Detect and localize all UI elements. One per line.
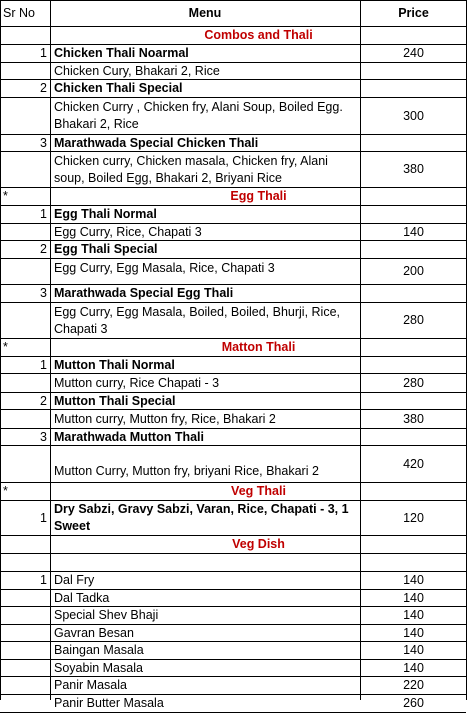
row-price: 420 [403,456,424,471]
section-title: Veg Dish [232,537,285,551]
section-title: Veg Thali [231,484,286,498]
menu-item-title: Egg Thali Normal [54,207,157,221]
row-sr [0,259,50,284]
row-sr: 2 [40,393,47,408]
row-sr: 2 [40,81,47,95]
row-sr [0,554,50,571]
menu-row [0,625,466,642]
row-price: 260 [403,696,424,710]
row-price [361,241,466,258]
row-price [361,80,466,97]
row-price: 140 [403,643,424,657]
menu-row [0,501,466,536]
row-price: 240 [403,46,424,60]
row-price: 140 [403,590,424,605]
menu-row [0,98,466,135]
row-sr [0,303,50,338]
row-sr: 3 [40,135,47,150]
row-sr: 2 [40,242,47,256]
section-row [0,27,466,45]
row-sr: 3 [40,286,47,300]
menu-row [0,393,466,410]
row-price [361,554,466,571]
menu-row [0,572,466,590]
menu-item-desc: Egg Curry, Rice, Chapati 3 [54,224,202,239]
menu-row [0,224,466,241]
row-price: 300 [403,108,424,123]
menu-row [0,206,466,224]
row-sr [0,410,50,428]
menu-item-title: Egg Thali Special [54,242,158,256]
menu-row [0,259,466,285]
menu-item-title: Marathwada Special Chicken Thali [54,135,259,150]
menu-item-title: Marathwada Mutton Thali [54,429,204,444]
menu-item-desc: Chicken Cury, Bhakari 2, Rice [54,63,220,78]
row-price: 200 [403,264,424,278]
menu-item-desc: Baingan Masala [54,643,144,657]
header-price: Price [398,6,429,20]
menu-row [0,607,466,625]
row-sr [0,63,50,79]
menu-row [0,429,466,446]
menu-item-desc: Panir Masala [54,678,127,692]
row-sr [0,695,50,712]
row-price: 280 [403,375,424,390]
row-sr [0,660,50,676]
menu-item-desc: Dal Fry [54,573,95,587]
menu-item-desc: Dal Tadka [54,590,110,605]
row-sr [0,590,50,606]
grid-line [466,0,467,700]
row-sr [0,98,50,134]
row-price: 220 [403,678,424,692]
row-price: 120 [403,510,424,525]
menu-item-desc: Mutton curry, Mutton fry, Rice, Bhakari 2 [54,411,276,426]
row-sr [0,152,50,187]
header-row [0,0,466,27]
row-sr [0,677,50,694]
menu-item-desc: Egg Curry, Egg Masala, Boiled, Boiled, Bhurji, Rice, Chapati 3 [54,304,341,336]
row-price: 140 [403,625,424,640]
menu-row [0,241,466,259]
row-sr [0,642,50,659]
row-price [361,393,466,409]
section-marker: * [3,189,8,203]
row-price: 280 [403,313,424,327]
menu-row [0,135,466,152]
row-price: 380 [403,411,424,426]
section-row [0,339,466,357]
row-price: 140 [403,660,424,675]
menu-item-title: Dry Sabzi, Gravy Sabzi, Varan, Rice, Chapati - 3, 1 Sweet [54,502,349,533]
menu-row [0,303,466,339]
section-row [0,188,466,206]
menu-item-desc: Mutton Curry, Mutton fry, briyani Rice, Bhakari 2 [54,464,319,478]
menu-row [0,80,466,98]
section-marker: * [3,340,8,354]
row-sr [0,625,50,641]
menu-row [0,590,466,607]
menu-row [0,554,466,572]
row-sr [0,224,50,240]
menu-row [0,285,466,303]
menu-item-desc [51,554,360,571]
menu-item-title: Mutton Thali Normal [54,357,175,372]
menu-item-desc: Mutton curry, Rice Chapati - 3 [54,375,220,390]
menu-item-desc: Egg Curry, Egg Masala, Rice, Chapati 3 [54,261,275,275]
row-price: 140 [403,573,424,587]
menu-row [0,695,466,713]
menu-row [0,152,466,188]
header-menu: Menu [188,6,222,20]
row-sr [0,607,50,624]
menu-item-title: Chicken Thali Special [54,81,183,95]
menu-item-title: Chicken Thali Noarmal [54,46,189,60]
menu-item-desc: Panir Butter Masala [54,696,164,710]
row-price [361,63,466,79]
row-sr: 1 [40,207,47,221]
row-price [361,285,466,302]
row-sr: 1 [40,46,47,60]
row-price [361,357,466,373]
menu-item-desc: Chicken curry, Chicken masala, Chicken fry, Alani soup, Boiled Egg, Bhakari 2, Briyani Rice [54,153,328,185]
menu-row [0,410,466,429]
menu-item-desc: Soyabin Masala [54,660,143,675]
menu-item-desc: Chicken Curry , Chicken fry, Alani Soup, Boiled Egg. Bhakari 2, Rice [54,100,343,131]
menu-item-title: Marathwada Special Egg Thali [54,286,234,300]
header-sr: Sr No [3,6,35,20]
section-row [0,536,466,554]
menu-row [0,446,466,483]
row-price [361,429,466,445]
section-title: Egg Thali [230,189,287,203]
menu-row [0,660,466,677]
row-price: 380 [403,162,424,176]
menu-item-desc: Gavran Besan [54,625,134,640]
row-price: 140 [403,608,424,622]
menu-row [0,642,466,660]
menu-item-desc: Special Shev Bhaji [54,608,159,622]
row-sr: 1 [40,573,47,587]
section-title: Matton Thali [221,340,296,354]
row-price [361,206,466,223]
row-price [361,135,466,151]
menu-row [0,677,466,695]
row-sr: 3 [40,429,47,444]
row-sr: 1 [40,357,47,372]
section-marker: * [3,484,8,498]
row-sr: 1 [40,510,47,525]
menu-row [0,45,466,63]
row-sr [0,446,50,482]
row-price: 140 [403,224,424,239]
row-sr [0,374,50,392]
section-row [0,483,466,501]
menu-row [0,357,466,374]
menu-row [0,63,466,80]
menu-row [0,374,466,393]
menu-item-title: Mutton Thali Special [54,393,176,408]
section-title: Combos and Thali [204,28,313,42]
